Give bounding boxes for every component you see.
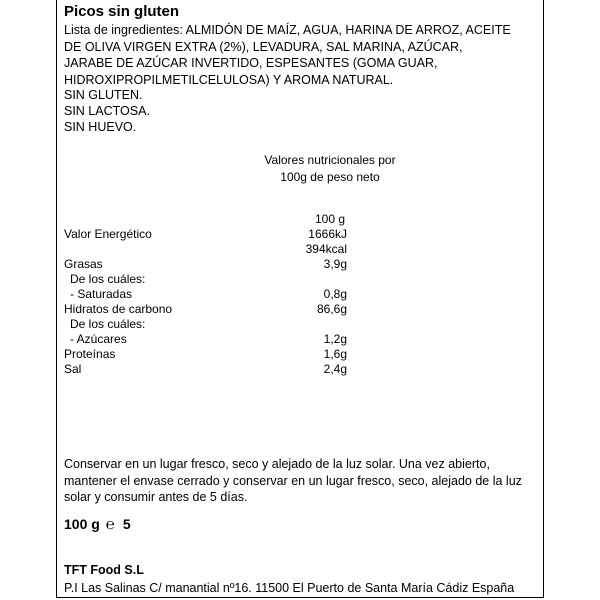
- nutrition-value: 1666kJ: [308, 227, 347, 241]
- nutrition-per-value: 100 g: [315, 212, 346, 226]
- product-title: Picos sin gluten: [64, 3, 180, 20]
- ingredients-list: [64, 22, 542, 88]
- claim-egg-free: SIN HUEVO.: [64, 120, 137, 134]
- claim-lactose-free: SIN LACTOSA.: [64, 104, 150, 118]
- nutrition-header-line: Valores nutricionales por: [264, 153, 396, 167]
- net-weight-value: 100 g: [64, 516, 100, 532]
- ingredients-line: Lista de ingredientes: ALMIDÓN DE MAÍZ, AGUA, HARINA DE ARROZ, ACEITE: [64, 23, 511, 37]
- nutrition-row-sugars: [64, 332, 464, 347]
- unit-count: 5: [122, 516, 131, 532]
- storage-instructions: [64, 456, 542, 506]
- nutrition-row-fat-of-which: [64, 272, 464, 287]
- nutrition-value: 2,4g: [323, 362, 347, 376]
- nutrition-value: 1,2g: [323, 332, 347, 346]
- nutrition-row-protein: [64, 347, 464, 362]
- nutrition-row-saturated: [64, 287, 464, 302]
- company-name: TFT Food S.L: [64, 563, 144, 577]
- nutrition-row-salt: [64, 362, 464, 377]
- ingredients-line: DE OLIVA VIRGEN EXTRA (2%), LEVADURA, SAL MARINA, AZÚCAR,: [64, 39, 463, 54]
- nutrition-label: - Saturadas: [70, 287, 133, 301]
- nutrition-value: 394kcal: [305, 242, 347, 256]
- nutrition-header: [240, 152, 420, 186]
- allergen-claims: [64, 87, 150, 135]
- nutrition-label: Grasas: [64, 257, 103, 271]
- claim-gluten-free: SIN GLUTEN.: [64, 88, 143, 102]
- net-weight: [64, 516, 131, 533]
- storage-line: Conservar en un lugar fresco, seco y alejado de la luz solar. Una vez abierto,: [64, 457, 490, 471]
- nutrition-label: Proteínas: [64, 347, 116, 361]
- nutrition-value: 0,8g: [323, 287, 347, 301]
- nutrition-row-fat: [64, 257, 464, 272]
- nutrition-value: 3,9g: [323, 257, 347, 271]
- nutrition-label: Sal: [64, 362, 82, 376]
- nutrition-value: 86,6g: [316, 302, 347, 316]
- nutrition-value: 1,6g: [323, 347, 347, 361]
- nutrition-label: - Azúcares: [70, 332, 127, 346]
- nutrition-label: Valor Energético: [64, 227, 152, 241]
- ingredients-line: HIDROXIPROPILMETILCELULOSA) Y AROMA NATURAL.: [64, 72, 394, 87]
- nutrition-row-energy-kj: [64, 227, 464, 242]
- company-address: P.I Las Salinas C/ manantial nº16. 11500 El Puerto de Santa María Cádiz España: [64, 581, 515, 595]
- nutrition-row-carbohydrates: [64, 302, 464, 317]
- storage-line: mantener el envase cerrado y conservar en un lugar fresco, seco, alejado de la luz: [64, 473, 522, 488]
- nutrition-row-energy-kcal: [64, 242, 464, 257]
- nutrition-label: Hidratos de carbono: [64, 302, 173, 316]
- estimated-sign-icon: ℮: [105, 516, 115, 533]
- nutrition-row-carbs-of-which: [64, 317, 464, 332]
- nutrition-table: [64, 212, 464, 377]
- ingredients-line: JARABE DE AZÚCAR INVERTIDO, ESPESANTES (GOMA GUAR,: [64, 56, 438, 70]
- nutrition-header-line: 100g de peso neto: [280, 170, 380, 184]
- nutrition-per-row: [64, 212, 464, 227]
- nutrition-label: De los cuáles:: [70, 317, 146, 331]
- nutrition-label: De los cuáles:: [70, 272, 146, 286]
- storage-line: solar y consumir antes de 5 días.: [64, 490, 248, 504]
